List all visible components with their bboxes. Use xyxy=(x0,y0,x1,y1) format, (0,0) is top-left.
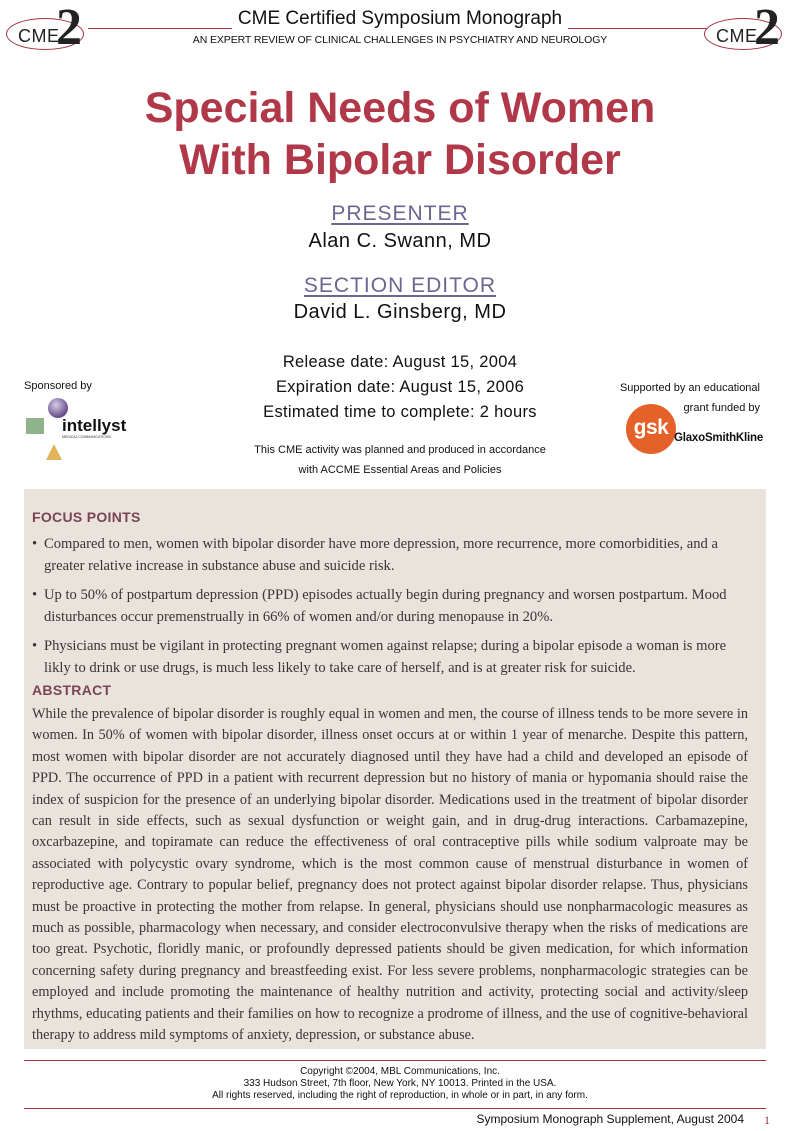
grant-support-label: Supported by an educational grant funded by xyxy=(619,382,760,414)
focus-points-list xyxy=(32,533,752,686)
abstract-heading: ABSTRACT xyxy=(32,682,112,698)
monograph-title: CME Certified Symposium Monograph xyxy=(0,8,800,30)
svg-text:MEDICAL COMMUNICATIONS: MEDICAL COMMUNICATIONS xyxy=(62,435,111,439)
focus-point: • Physicians must be vigilant in protecting pregnant women against relapse; during a bipolar episode a woman is more likly to drink or use drugs, is much less likely to take care of herself, and is at greater risk for suicide. xyxy=(32,635,752,679)
sponsored-by-label: Sponsored by xyxy=(24,380,92,392)
focus-point: • Up to 50% of postpartum depression (PPD) episodes actually begin during pregnancy and worsen postpartum. Mood disturbances occur premenstrually in 66% of women and/or during menopause in 20%. xyxy=(32,584,752,628)
section-editor-name: David L. Ginsberg, MD xyxy=(293,301,507,323)
expiration-date: Expiration date: August 15, 2006 xyxy=(275,378,525,396)
article-title-line: With Bipolar Disorder xyxy=(179,136,621,184)
monograph-subtitle: AN EXPERT REVIEW OF CLINICAL CHALLENGES IN PSYCHIATRY AND NEUROLOGY xyxy=(192,34,608,46)
focus-point: • Compared to men, women with bipolar disorder have more depression, more recurrence, more comorbidities, and a greater relative increase in substance abuse and suicide risk. xyxy=(32,533,752,577)
presenter-name: Alan C. Swann, MD xyxy=(308,230,492,252)
sphere-icon xyxy=(48,398,68,418)
triangle-icon xyxy=(46,444,62,460)
abstract-text: While the prevalence of bipolar disorder is roughly equal in women and men, the course of illness tends to be more severe in women. In 50% of women with bipolar disorder, illness onset occurs at or within 1 year of menarche. Despite this pattern, most women with bipolar disorder are not accurately diagnosed until they have had a child and developed an episode of PPD. The occurrence of PPD in a patient with recurrent depression but no history of mania or hypomania should raise the index of suspicion for the presence of an underlying bipolar disorder. Medications used in the treatment of bipolar disorder can result in side effects, such as sexual dysfunction or weight gain, and in drug-drug interactions. Carbamazepine, oxcarbazepine, and topiramate can reduce the effectiveness of oral contraceptive pills while sodium valproate may be associated with polycystic ovary syndrome, which is the most common cause of menstrual disturbance in women of reproductive age. Contrary to popular belief, pregnancy does not protect against bipolar disorder relapse. Thus, physicians must be proactive in protecting the mother from relapse. In general, physicians should use nonpharmacologic measures as much as possible, pharmacology when necessary, and consider electroconvulsive therapy when the risks of medications are too great. Psychotic, floridly manic, or profoundly depressed patients should be given medication, for which information concerning safety during pregnancy and breastfeeding exist. For less severe problems, nonpharmacologic strategies can be employed and include promoting the maintenance of healthy nutrition and activity, protecting social and activity/sleep rhythms, educating patients and their families on how to recognize a prodrome of illness, and the use of cognitive-behavioral therapy to address mild symptoms of anxiety, depression, or substance abuse. xyxy=(32,706,748,1044)
gsk-mark: gsk xyxy=(626,404,676,454)
section-editor-label: SECTION EDITOR xyxy=(303,274,497,297)
intellyst-logo xyxy=(24,396,134,462)
release-date: Release date: August 15, 2004 xyxy=(282,353,518,371)
focus-points-heading: FOCUS POINTS xyxy=(32,509,141,525)
article-title-line: Special Needs of Women xyxy=(144,84,656,132)
article-title xyxy=(0,82,800,186)
cme2-logo-right: CME 2 xyxy=(704,8,794,54)
page-number: 1 xyxy=(764,1113,770,1127)
footer-rule-bottom xyxy=(24,1108,766,1109)
time-to-complete: Estimated time to complete: 2 hours xyxy=(263,403,537,421)
accme-statement: This CME activity was planned and produced in accordance with ACCME Essential Areas and Policies xyxy=(254,444,546,476)
summary-box xyxy=(24,489,766,1049)
presenter-label: PRESENTER xyxy=(331,202,469,225)
square-icon xyxy=(26,418,44,434)
gsk-name: GlaxoSmithKline xyxy=(674,432,764,444)
publication-info: Symposium Monograph Supplement, August 2004 xyxy=(476,1112,744,1126)
gsk-logo xyxy=(626,404,766,458)
svg-text:intellyst: intellyst xyxy=(62,416,127,435)
footer-rule-top xyxy=(24,1060,766,1061)
cme2-logo-left: CME 2 xyxy=(6,8,96,54)
copyright-notice: Copyright ©2004, MBL Communications, Inc. 333 Hudson Street, 7th floor, New York, NY 10013. Printed in the USA. All rights reserved, including the right of reproduction, in whole or in part, in any form. xyxy=(212,1066,588,1101)
